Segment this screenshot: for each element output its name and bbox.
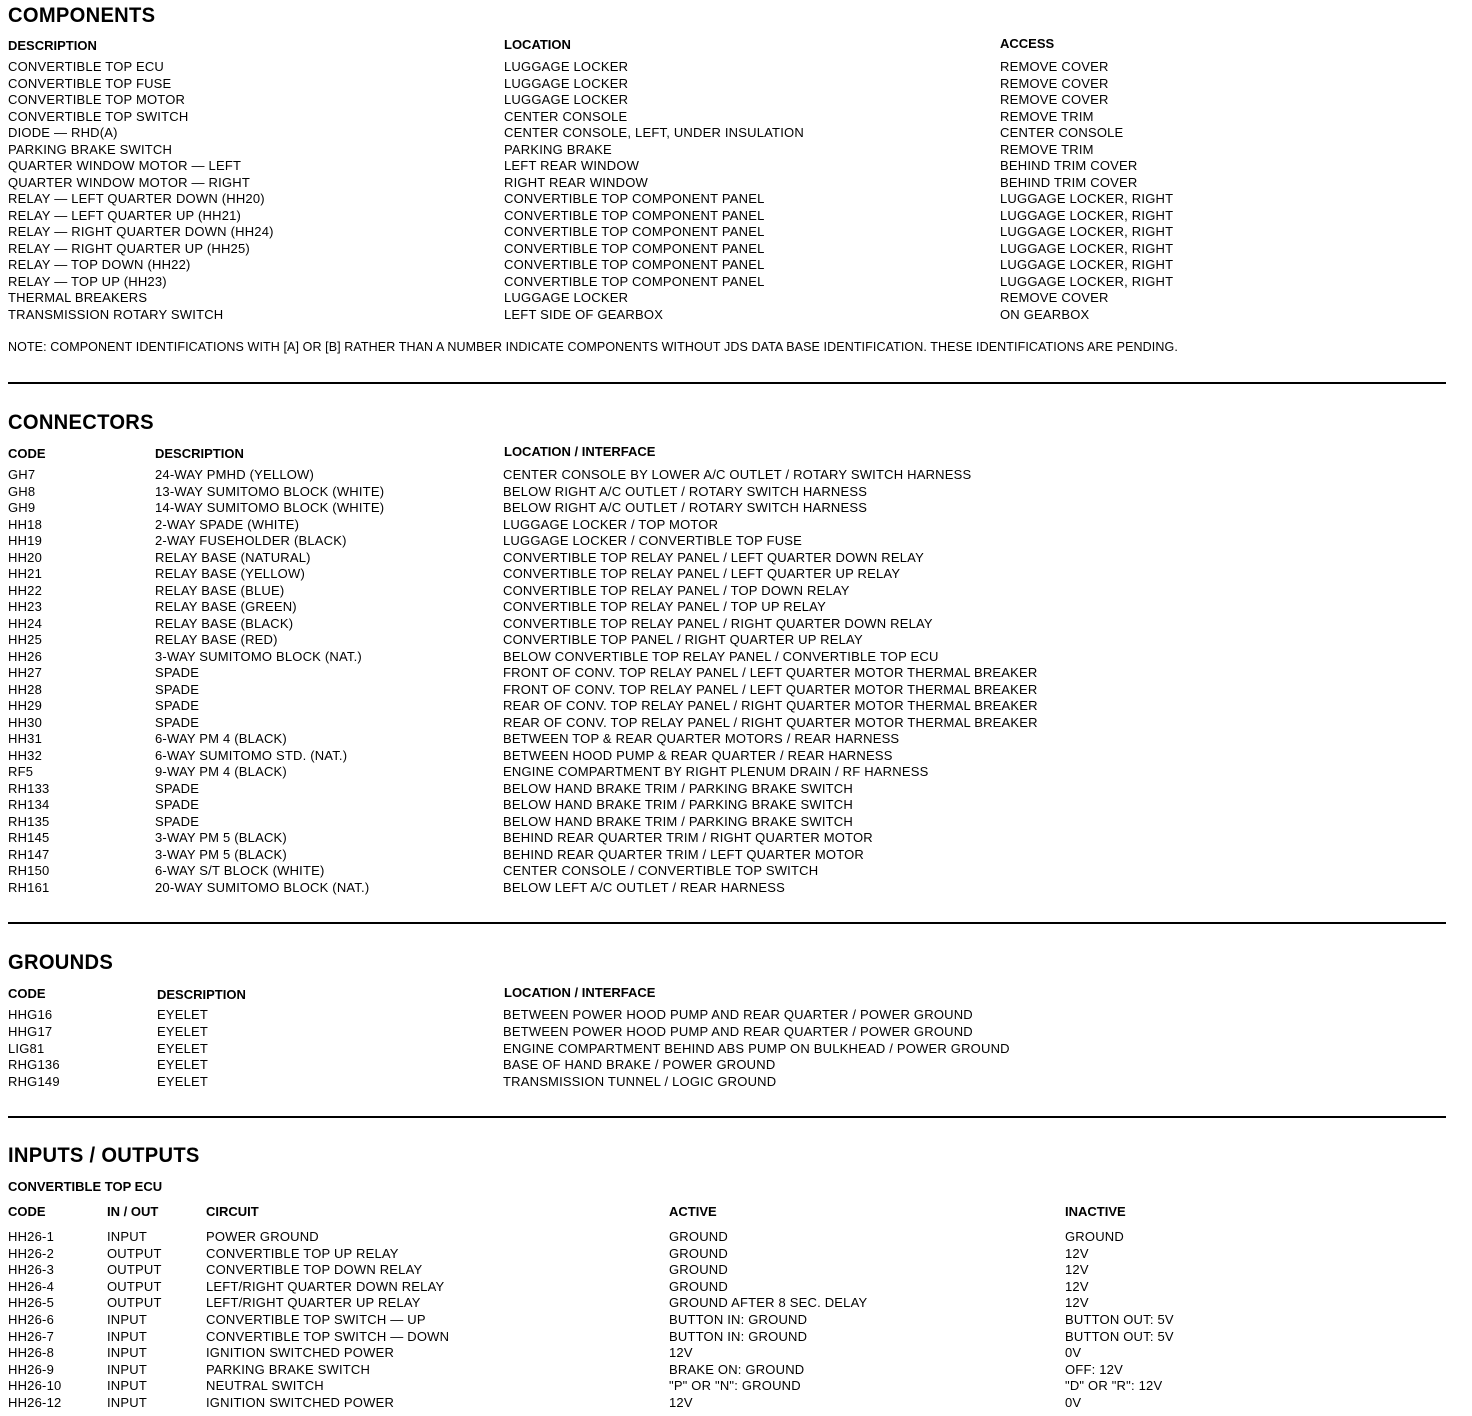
io-row <box>0 1328 1472 1345</box>
io-inout: INPUT <box>107 1361 147 1377</box>
component-location: CENTER CONSOLE, LEFT, UNDER INSULATION <box>504 125 804 140</box>
io-code: HH26-2 <box>8 1245 54 1261</box>
component-description: QUARTER WINDOW MOTOR — RIGHT <box>8 174 250 190</box>
connector-row <box>0 532 1472 549</box>
component-location: LUGGAGE LOCKER <box>504 75 629 91</box>
io-code: HH26-7 <box>8 1328 54 1344</box>
grounds-header-location: LOCATION / INTERFACE <box>504 985 656 1000</box>
connector-code: HH32 <box>8 747 43 763</box>
component-row <box>0 91 1472 108</box>
connector-description: 9-WAY PM 4 (BLACK) <box>155 764 287 779</box>
io-circuit: IGNITION SWITCHED POWER <box>206 1345 395 1361</box>
connectors-header-code: CODE <box>8 446 46 461</box>
ground-description: EYELET <box>157 1040 209 1056</box>
component-location: CONVERTIBLE TOP COMPONENT PANEL <box>504 257 765 272</box>
connector-location: REAR OF CONV. TOP RELAY PANEL / RIGHT QUARTER MOTOR THERMAL BREAKER <box>503 714 1038 730</box>
component-location: LEFT SIDE OF GEARBOX <box>504 306 664 322</box>
connector-row <box>0 796 1472 813</box>
connector-description: RELAY BASE (RED) <box>155 632 278 647</box>
component-description: CONVERTIBLE TOP ECU <box>8 59 164 74</box>
component-row <box>0 240 1472 257</box>
ground-row <box>0 1023 1472 1040</box>
component-location: PARKING BRAKE <box>504 141 612 157</box>
section-divider <box>8 922 1446 924</box>
component-description: RELAY — RIGHT QUARTER UP (HH25) <box>8 240 250 256</box>
io-code: HH26-6 <box>8 1312 54 1327</box>
io-row <box>0 1311 1472 1328</box>
component-description: RELAY — LEFT QUARTER UP (HH21) <box>8 207 242 223</box>
connector-row <box>0 499 1472 516</box>
connector-code: HH22 <box>8 582 43 598</box>
component-access: LUGGAGE LOCKER, RIGHT <box>1000 240 1174 256</box>
connectors-title: CONNECTORS <box>8 411 154 434</box>
io-active: 12V <box>669 1345 693 1361</box>
connector-row <box>0 862 1472 879</box>
ground-code: HHG17 <box>8 1023 53 1039</box>
io-circuit: LEFT/RIGHT QUARTER DOWN RELAY <box>206 1278 445 1294</box>
io-active: GROUND <box>669 1229 728 1244</box>
connector-code: RH145 <box>8 830 50 845</box>
connector-location: CENTER CONSOLE / CONVERTIBLE TOP SWITCH <box>503 863 819 878</box>
connector-description: 6-WAY PM 4 (BLACK) <box>155 731 287 746</box>
component-row <box>0 289 1472 306</box>
component-description: RELAY — TOP UP (HH23) <box>8 273 167 289</box>
connector-code: GH7 <box>8 467 36 482</box>
connector-code: RH133 <box>8 780 50 796</box>
io-circuit: CONVERTIBLE TOP UP RELAY <box>206 1245 399 1261</box>
connector-location: BELOW HAND BRAKE TRIM / PARKING BRAKE SWITCH <box>503 797 853 812</box>
connector-location: BELOW RIGHT A/C OUTLET / ROTARY SWITCH HARNESS <box>503 500 868 515</box>
components-note: NOTE: COMPONENT IDENTIFICATIONS WITH [A] OR [B] RATHER THAN A NUMBER INDICATE COMPONENTS WITHOUT JDS DATA BASE IDENTIFICATION. THESE IDENTIFICATIONS ARE PENDING. <box>8 340 1178 354</box>
io-row <box>0 1344 1472 1361</box>
io-subtitle: CONVERTIBLE TOP ECU <box>8 1179 163 1194</box>
io-circuit: IGNITION SWITCHED POWER <box>206 1395 395 1410</box>
ground-location: TRANSMISSION TUNNEL / LOGIC GROUND <box>503 1074 777 1090</box>
connector-code: HH29 <box>8 698 43 713</box>
ground-description: EYELET <box>157 1007 209 1022</box>
io-circuit: CONVERTIBLE TOP DOWN RELAY <box>206 1262 423 1278</box>
component-description: DIODE — RHD(A) <box>8 125 118 140</box>
connector-row <box>0 697 1472 714</box>
component-access: LUGGAGE LOCKER, RIGHT <box>1000 191 1174 206</box>
connector-description: 13-WAY SUMITOMO BLOCK (WHITE) <box>155 483 385 499</box>
connector-code: HH26 <box>8 648 43 664</box>
component-row <box>0 256 1472 273</box>
components-header-description: DESCRIPTION <box>8 38 97 53</box>
io-inactive: "D" OR "R": 12V <box>1065 1378 1163 1394</box>
io-row <box>0 1377 1472 1394</box>
io-active: GROUND <box>669 1245 728 1261</box>
component-location: RIGHT REAR WINDOW <box>504 174 648 190</box>
ground-row <box>0 1006 1472 1023</box>
component-access: REMOVE COVER <box>1000 75 1109 91</box>
io-circuit: LEFT/RIGHT QUARTER UP RELAY <box>206 1295 421 1311</box>
component-row <box>0 223 1472 240</box>
io-code: HH26-4 <box>8 1278 54 1294</box>
connector-row <box>0 714 1472 731</box>
io-row <box>0 1228 1472 1245</box>
io-inactive: 12V <box>1065 1278 1089 1294</box>
component-description: RELAY — LEFT QUARTER DOWN (HH20) <box>8 191 265 206</box>
io-code: HH26-3 <box>8 1262 54 1278</box>
component-access: REMOVE TRIM <box>1000 108 1094 124</box>
io-inactive: GROUND <box>1065 1229 1124 1244</box>
io-inout: INPUT <box>107 1378 147 1394</box>
connector-location: CENTER CONSOLE BY LOWER A/C OUTLET / ROTARY SWITCH HARNESS <box>503 467 972 482</box>
connector-code: HH27 <box>8 665 43 680</box>
connector-code: HH23 <box>8 599 43 614</box>
connector-code: HH19 <box>8 533 43 548</box>
component-location: LEFT REAR WINDOW <box>504 158 640 173</box>
connector-code: GH8 <box>8 483 36 499</box>
io-inout: INPUT <box>107 1328 147 1344</box>
connector-row <box>0 615 1472 632</box>
connector-description: RELAY BASE (BLUE) <box>155 582 285 598</box>
io-active: BRAKE ON: GROUND <box>669 1361 805 1377</box>
connector-row <box>0 829 1472 846</box>
component-access: BEHIND TRIM COVER <box>1000 158 1138 173</box>
connector-row <box>0 780 1472 797</box>
connector-location: BELOW HAND BRAKE TRIM / PARKING BRAKE SWITCH <box>503 813 853 829</box>
component-row <box>0 157 1472 174</box>
components-header-access: ACCESS <box>1000 36 1055 51</box>
connector-location: CONVERTIBLE TOP RELAY PANEL / TOP DOWN RELAY <box>503 582 850 598</box>
io-header-inout: IN / OUT <box>107 1204 159 1219</box>
connector-description: SPADE <box>155 714 200 730</box>
connector-location: FRONT OF CONV. TOP RELAY PANEL / LEFT QUARTER MOTOR THERMAL BREAKER <box>503 681 1038 697</box>
connector-code: HH20 <box>8 549 43 565</box>
component-access: LUGGAGE LOCKER, RIGHT <box>1000 273 1174 289</box>
connector-row <box>0 846 1472 863</box>
connectors-header-location: LOCATION / INTERFACE <box>504 444 656 459</box>
io-row <box>0 1394 1472 1411</box>
component-description: QUARTER WINDOW MOTOR — LEFT <box>8 158 242 173</box>
connector-code: RH150 <box>8 863 50 878</box>
connector-description: 3-WAY SUMITOMO BLOCK (NAT.) <box>155 648 362 664</box>
io-row <box>0 1294 1472 1311</box>
io-inactive: 0V <box>1065 1345 1082 1361</box>
connector-location: LUGGAGE LOCKER / TOP MOTOR <box>503 516 719 532</box>
io-circuit: PARKING BRAKE SWITCH <box>206 1361 371 1377</box>
component-row <box>0 190 1472 207</box>
io-inout: INPUT <box>107 1312 147 1327</box>
connector-code: RH147 <box>8 846 50 862</box>
connector-description: SPADE <box>155 665 200 680</box>
io-circuit: NEUTRAL SWITCH <box>206 1378 324 1394</box>
connector-location: BETWEEN HOOD PUMP & REAR QUARTER / REAR HARNESS <box>503 747 893 763</box>
connectors-header-description: DESCRIPTION <box>155 446 244 461</box>
component-location: CONVERTIBLE TOP COMPONENT PANEL <box>504 207 765 223</box>
section-divider <box>8 1116 1446 1118</box>
component-access: LUGGAGE LOCKER, RIGHT <box>1000 224 1174 239</box>
ground-description: EYELET <box>157 1057 209 1073</box>
io-inout: OUTPUT <box>107 1295 162 1311</box>
io-active: GROUND AFTER 8 SEC. DELAY <box>669 1295 868 1311</box>
component-description: PARKING BRAKE SWITCH <box>8 141 173 157</box>
connector-description: SPADE <box>155 797 200 812</box>
grounds-title: GROUNDS <box>8 951 114 974</box>
connector-location: REAR OF CONV. TOP RELAY PANEL / RIGHT QUARTER MOTOR THERMAL BREAKER <box>503 698 1038 713</box>
connector-description: 6-WAY SUMITOMO STD. (NAT.) <box>155 747 348 763</box>
component-row <box>0 207 1472 224</box>
io-code: HH26-1 <box>8 1229 54 1244</box>
component-description: THERMAL BREAKERS <box>8 290 148 305</box>
connector-location: CONVERTIBLE TOP RELAY PANEL / RIGHT QUARTER DOWN RELAY <box>503 615 933 631</box>
connector-row <box>0 466 1472 483</box>
ground-code: RHG136 <box>8 1057 60 1073</box>
io-header-code: CODE <box>8 1204 46 1219</box>
connector-code: HH31 <box>8 731 43 746</box>
connector-location: BELOW LEFT A/C OUTLET / REAR HARNESS <box>503 879 785 895</box>
component-row <box>0 306 1472 323</box>
component-description: CONVERTIBLE TOP MOTOR <box>8 92 186 107</box>
ground-description: EYELET <box>157 1074 209 1090</box>
component-row <box>0 75 1472 92</box>
connector-row <box>0 681 1472 698</box>
connector-description: SPADE <box>155 681 200 697</box>
component-access: BEHIND TRIM COVER <box>1000 174 1138 190</box>
connector-row <box>0 631 1472 648</box>
io-inactive: 12V <box>1065 1262 1089 1278</box>
connector-row <box>0 549 1472 566</box>
connector-description: 24-WAY PMHD (YELLOW) <box>155 467 315 482</box>
section-divider <box>8 382 1446 384</box>
io-header-active: ACTIVE <box>669 1204 717 1219</box>
component-row <box>0 273 1472 290</box>
connector-description: 14-WAY SUMITOMO BLOCK (WHITE) <box>155 500 385 515</box>
connector-row <box>0 648 1472 665</box>
connector-row <box>0 879 1472 896</box>
connector-description: SPADE <box>155 780 200 796</box>
io-inout: OUTPUT <box>107 1262 162 1278</box>
component-location: CENTER CONSOLE <box>504 108 628 124</box>
ground-location: ENGINE COMPARTMENT BEHIND ABS PUMP ON BULKHEAD / POWER GROUND <box>503 1040 1010 1056</box>
connector-description: RELAY BASE (NATURAL) <box>155 549 311 565</box>
connector-row <box>0 813 1472 830</box>
component-location: LUGGAGE LOCKER <box>504 59 629 74</box>
connector-location: BEHIND REAR QUARTER TRIM / LEFT QUARTER MOTOR <box>503 846 865 862</box>
connector-code: HH28 <box>8 681 43 697</box>
io-active: "P" OR "N": GROUND <box>669 1378 801 1394</box>
connector-location: LUGGAGE LOCKER / CONVERTIBLE TOP FUSE <box>503 533 803 548</box>
connector-description: SPADE <box>155 813 200 829</box>
ground-row <box>0 1073 1472 1090</box>
connector-location: BELOW CONVERTIBLE TOP RELAY PANEL / CONVERTIBLE TOP ECU <box>503 648 939 664</box>
connector-description: 2-WAY SPADE (WHITE) <box>155 516 300 532</box>
component-location: LUGGAGE LOCKER <box>504 290 629 305</box>
io-code: HH26-5 <box>8 1295 54 1311</box>
connector-row <box>0 747 1472 764</box>
grounds-header-code: CODE <box>8 986 46 1001</box>
component-access: LUGGAGE LOCKER, RIGHT <box>1000 207 1174 223</box>
io-inactive: BUTTON OUT: 5V <box>1065 1328 1174 1344</box>
connector-row <box>0 730 1472 747</box>
component-location: CONVERTIBLE TOP COMPONENT PANEL <box>504 240 765 256</box>
connector-row <box>0 483 1472 500</box>
component-access: REMOVE TRIM <box>1000 141 1094 157</box>
component-description: CONVERTIBLE TOP FUSE <box>8 75 172 91</box>
io-active: GROUND <box>669 1262 728 1278</box>
component-location: CONVERTIBLE TOP COMPONENT PANEL <box>504 191 765 206</box>
component-description: CONVERTIBLE TOP SWITCH <box>8 108 189 124</box>
io-inactive: OFF: 12V <box>1065 1361 1123 1377</box>
connector-code: HH24 <box>8 615 43 631</box>
io-active: 12V <box>669 1395 693 1410</box>
ground-description: EYELET <box>157 1023 209 1039</box>
connector-row <box>0 763 1472 780</box>
connector-row <box>0 598 1472 615</box>
io-code: HH26-10 <box>8 1378 62 1394</box>
io-row <box>0 1261 1472 1278</box>
component-access: REMOVE COVER <box>1000 92 1109 107</box>
io-active: BUTTON IN: GROUND <box>669 1328 808 1344</box>
connector-code: RF5 <box>8 764 34 779</box>
ground-code: LIG81 <box>8 1040 45 1056</box>
ground-code: RHG149 <box>8 1074 60 1090</box>
connector-location: FRONT OF CONV. TOP RELAY PANEL / LEFT QUARTER MOTOR THERMAL BREAKER <box>503 665 1038 680</box>
io-inactive: BUTTON OUT: 5V <box>1065 1312 1174 1327</box>
io-code: HH26-9 <box>8 1361 54 1377</box>
io-circuit: POWER GROUND <box>206 1229 319 1244</box>
io-inactive: 12V <box>1065 1295 1089 1311</box>
component-description: TRANSMISSION ROTARY SWITCH <box>8 306 224 322</box>
io-inout: OUTPUT <box>107 1245 162 1261</box>
connector-code: GH9 <box>8 500 36 515</box>
connector-location: BELOW HAND BRAKE TRIM / PARKING BRAKE SWITCH <box>503 780 853 796</box>
connector-row <box>0 516 1472 533</box>
connector-row <box>0 582 1472 599</box>
io-active: BUTTON IN: GROUND <box>669 1312 808 1327</box>
component-row <box>0 58 1472 75</box>
io-inactive: 0V <box>1065 1395 1082 1410</box>
ground-code: HHG16 <box>8 1007 53 1022</box>
io-inactive: 12V <box>1065 1245 1089 1261</box>
connector-location: CONVERTIBLE TOP PANEL / RIGHT QUARTER UP RELAY <box>503 632 863 647</box>
component-access: LUGGAGE LOCKER, RIGHT <box>1000 257 1174 272</box>
ground-location: BASE OF HAND BRAKE / POWER GROUND <box>503 1057 776 1073</box>
connector-description: 6-WAY S/T BLOCK (WHITE) <box>155 863 325 878</box>
ground-row <box>0 1056 1472 1073</box>
io-row <box>0 1245 1472 1262</box>
io-inout: INPUT <box>107 1345 147 1361</box>
connector-code: HH25 <box>8 632 43 647</box>
component-description: RELAY — TOP DOWN (HH22) <box>8 257 191 272</box>
connector-location: CONVERTIBLE TOP RELAY PANEL / LEFT QUARTER UP RELAY <box>503 566 901 581</box>
components-header-location: LOCATION <box>504 37 571 52</box>
component-location: CONVERTIBLE TOP COMPONENT PANEL <box>504 224 765 239</box>
io-header-inactive: INACTIVE <box>1065 1204 1126 1219</box>
connector-description: RELAY BASE (BLACK) <box>155 615 294 631</box>
connector-location: BETWEEN TOP & REAR QUARTER MOTORS / REAR HARNESS <box>503 731 900 746</box>
io-circuit: CONVERTIBLE TOP SWITCH — DOWN <box>206 1328 450 1344</box>
io-header-circuit: CIRCUIT <box>206 1204 259 1219</box>
component-access: CENTER CONSOLE <box>1000 125 1124 140</box>
connector-description: RELAY BASE (GREEN) <box>155 599 297 614</box>
connector-description: 3-WAY PM 5 (BLACK) <box>155 846 287 862</box>
connector-row <box>0 565 1472 582</box>
component-description: RELAY — RIGHT QUARTER DOWN (HH24) <box>8 224 274 239</box>
io-code: HH26-12 <box>8 1395 62 1410</box>
connector-description: 3-WAY PM 5 (BLACK) <box>155 830 287 845</box>
connector-code: HH21 <box>8 566 43 581</box>
io-code: HH26-8 <box>8 1345 54 1361</box>
io-inout: OUTPUT <box>107 1278 162 1294</box>
connector-location: BELOW RIGHT A/C OUTLET / ROTARY SWITCH HARNESS <box>503 483 868 499</box>
io-row <box>0 1361 1472 1378</box>
connector-code: RH161 <box>8 879 50 895</box>
component-location: CONVERTIBLE TOP COMPONENT PANEL <box>504 273 765 289</box>
connector-location: CONVERTIBLE TOP RELAY PANEL / TOP UP RELAY <box>503 599 826 614</box>
component-access: REMOVE COVER <box>1000 59 1109 74</box>
io-active: GROUND <box>669 1278 728 1294</box>
io-inout: INPUT <box>107 1395 147 1410</box>
grounds-header-description: DESCRIPTION <box>157 987 246 1002</box>
connector-description: SPADE <box>155 698 200 713</box>
connector-description: 2-WAY FUSEHOLDER (BLACK) <box>155 533 347 548</box>
component-location: LUGGAGE LOCKER <box>504 92 629 107</box>
io-circuit: CONVERTIBLE TOP SWITCH — UP <box>206 1312 426 1327</box>
connector-description: RELAY BASE (YELLOW) <box>155 566 305 581</box>
ground-location: BETWEEN POWER HOOD PUMP AND REAR QUARTER / POWER GROUND <box>503 1007 973 1022</box>
component-row <box>0 174 1472 191</box>
component-access: REMOVE COVER <box>1000 290 1109 305</box>
io-row <box>0 1278 1472 1295</box>
connector-description: 20-WAY SUMITOMO BLOCK (NAT.) <box>155 879 370 895</box>
components-title: COMPONENTS <box>8 4 156 27</box>
ground-row <box>0 1040 1472 1057</box>
connector-code: HH18 <box>8 516 43 532</box>
component-access: ON GEARBOX <box>1000 306 1090 322</box>
connector-row <box>0 664 1472 681</box>
connector-code: RH135 <box>8 813 50 829</box>
ground-location: BETWEEN POWER HOOD PUMP AND REAR QUARTER / POWER GROUND <box>503 1023 973 1039</box>
connector-location: BEHIND REAR QUARTER TRIM / RIGHT QUARTER MOTOR <box>503 830 873 845</box>
connector-location: CONVERTIBLE TOP RELAY PANEL / LEFT QUARTER DOWN RELAY <box>503 549 924 565</box>
io-inout: INPUT <box>107 1229 147 1244</box>
component-row <box>0 108 1472 125</box>
connector-location: ENGINE COMPARTMENT BY RIGHT PLENUM DRAIN / RF HARNESS <box>503 764 929 779</box>
io-title: INPUTS / OUTPUTS <box>8 1144 200 1167</box>
connector-code: RH134 <box>8 797 50 812</box>
component-row <box>0 141 1472 158</box>
component-row <box>0 124 1472 141</box>
connector-code: HH30 <box>8 714 43 730</box>
